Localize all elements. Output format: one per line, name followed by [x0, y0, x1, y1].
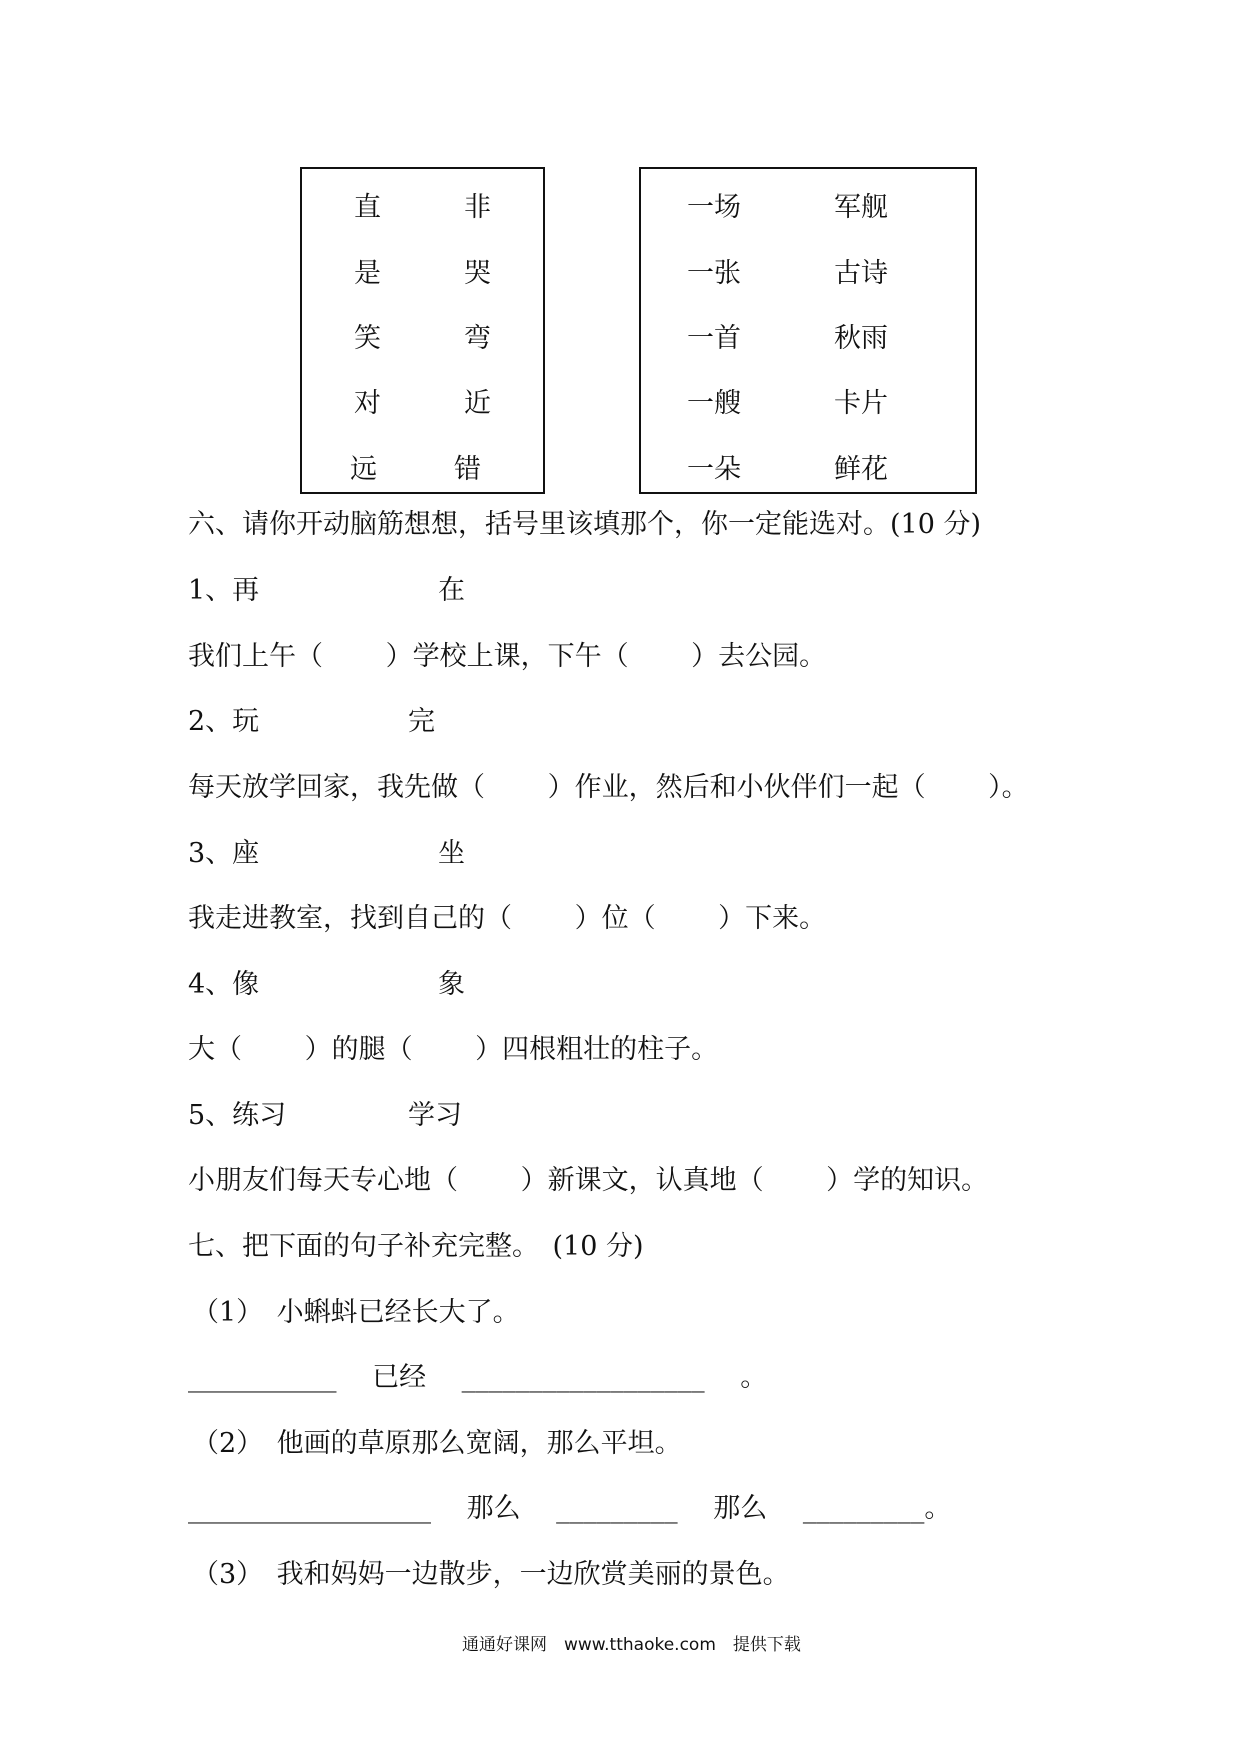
- right-word-6: 秋雨: [834, 323, 888, 354]
- q5-option-2: 学习: [408, 1100, 462, 1131]
- s7-item2-label: （2） 他画的草原那么宽阔，那么平坦。: [192, 1428, 682, 1459]
- q3-option-1: 3、座: [188, 838, 260, 869]
- page-footer: 通通好课网 www.tthaoke.com 提供下载: [462, 1635, 801, 1655]
- left-word-6: 弯: [464, 323, 491, 354]
- q4-option-1: 4、像: [188, 969, 260, 1000]
- right-word-8: 卡片: [834, 388, 888, 419]
- q4-sentence: 大（ ）的腿（ ）四根粗壮的柱子。: [188, 1034, 719, 1065]
- right-word-9: 一朵: [687, 454, 741, 485]
- left-word-5: 笑: [354, 323, 381, 354]
- left-word-3: 是: [354, 258, 381, 289]
- right-word-5: 一首: [687, 323, 741, 354]
- s7-item3-label: （3） 我和妈妈一边散步，一边欣赏美丽的景色。: [192, 1559, 790, 1590]
- left-word-1: 直: [354, 192, 381, 223]
- s7-item1-label: （1） 小蝌蚪已经长大了。: [192, 1297, 520, 1328]
- section6-title: 六、请你开动脑筋想想，括号里该填那个，你一定能选对。(10 分): [188, 509, 982, 540]
- matching-box-left: [300, 167, 545, 494]
- s7-item1-fill-line: ___________ 已经 __________________ 。: [188, 1362, 768, 1393]
- s7-item2-fill-line: __________________ 那么 _________ 那么 _________。: [188, 1493, 952, 1524]
- q5-option-1: 5、练习: [188, 1100, 287, 1131]
- left-word-8: 近: [464, 388, 491, 419]
- q1-sentence: 我们上午（ ）学校上课，下午（ ）去公园。: [188, 641, 827, 672]
- q3-sentence: 我走进教室，找到自己的（ ）位（ ）下来。: [188, 903, 827, 934]
- q1-option-1: 1、再: [188, 575, 260, 606]
- q3-option-2: 坐: [438, 838, 465, 869]
- left-word-2: 非: [464, 192, 491, 223]
- q1-option-2: 在: [438, 575, 465, 606]
- q5-sentence: 小朋友们每天专心地（ ）新课文，认真地（ ）学的知识。: [188, 1165, 989, 1196]
- right-word-4: 古诗: [834, 258, 888, 289]
- right-word-2: 军舰: [834, 192, 888, 223]
- right-word-10: 鲜花: [834, 454, 888, 485]
- right-word-1: 一场: [687, 192, 741, 223]
- section7-title: 七、把下面的句子补充完整。 (10 分): [188, 1231, 644, 1262]
- q2-option-2: 完: [408, 706, 435, 737]
- q4-option-2: 象: [438, 969, 465, 1000]
- left-word-7: 对: [354, 388, 381, 419]
- right-word-7: 一艘: [687, 388, 741, 419]
- right-word-3: 一张: [687, 258, 741, 289]
- left-word-10: 错: [454, 454, 481, 485]
- matching-box-right: [639, 167, 977, 494]
- q2-sentence: 每天放学回家，我先做（ ）作业，然后和小伙伴们一起（ ）。: [188, 772, 1029, 803]
- left-word-9: 远: [350, 454, 377, 485]
- q2-option-1: 2、玩: [188, 706, 260, 737]
- left-word-4: 哭: [464, 258, 491, 289]
